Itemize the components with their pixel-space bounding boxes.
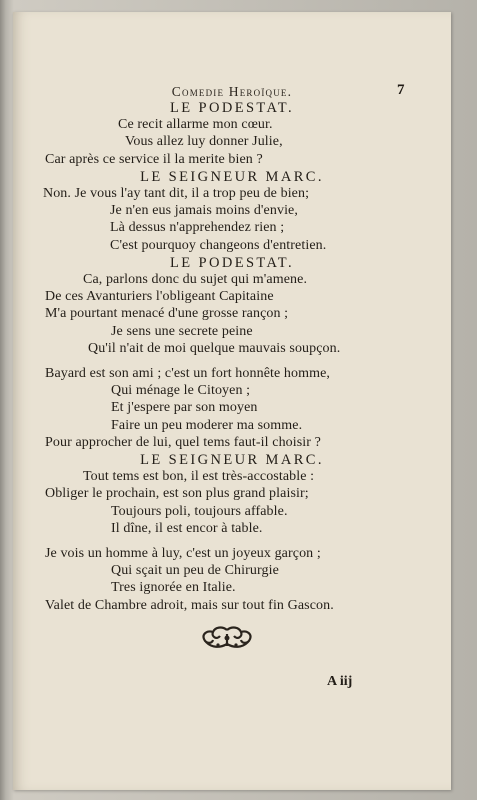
speaker-name: LE PODESTAT.: [169, 254, 295, 271]
verse-line: Car après ce service il la merite bien ?: [45, 151, 263, 167]
verse-line: Vous allez luy donner Julie,: [125, 134, 283, 150]
verse-line: Bayard est son ami ; c'est un fort honnête homme,: [45, 366, 331, 381]
verse-line: Qu'il n'ait de moi quelque mauvais soupçon.: [88, 340, 341, 356]
verse-line: M'a pourtant menacé d'une grosse rançon ;: [45, 306, 289, 322]
verse-line: Là dessus n'apprehendez rien ;: [110, 220, 285, 236]
book-page: [13, 12, 451, 790]
printer-ornament: [198, 624, 256, 652]
verse-line: Qui sçait un peu de Chirurgie: [111, 563, 279, 579]
verse-line: Faire un peu moderer ma somme.: [111, 417, 303, 433]
verse-line: De ces Avanturiers l'obligeant Capitaine: [45, 289, 274, 305]
verse-line: Et j'espere par son moyen: [111, 400, 258, 416]
verse-line: Je sens une secrete peine: [111, 323, 253, 339]
verse-line: Ce recit allarme mon cœur.: [118, 117, 273, 133]
verse-line: Valet de Chambre adroit, mais sur tout fin Gascon.: [45, 597, 334, 613]
verse-line: Il dîne, il est encor à table.: [111, 520, 263, 536]
verse-line: Tres ignorée en Italie.: [111, 580, 236, 596]
verse-line: Ca, parlons donc du sujet qui m'amene.: [83, 272, 308, 287]
verse-line: Je n'en eus jamais moins d'envie,: [110, 203, 298, 219]
signature-mark: A iij: [327, 674, 353, 689]
speaker-name: LE SEIGNEUR MARC.: [140, 452, 324, 468]
verse-line: Non. Je vous l'ay tant dit, il a trop peu de bien;: [43, 186, 310, 201]
verse-line: Qui ménage le Citoyen ;: [111, 383, 251, 399]
verse-line: Pour approcher de lui, quel tems faut-il choisir ?: [45, 434, 321, 450]
page-number: 7: [397, 82, 405, 98]
verse-line: Je vois un homme à luy, c'est un joyeux garçon ;: [45, 546, 321, 561]
verse-line: C'est pourquoy changeons d'entretien.: [110, 237, 327, 253]
verse-line: Tout tems est bon, il est très-accostable :: [83, 469, 315, 485]
verse-line: Obliger le prochain, est son plus grand plaisir;: [45, 486, 309, 502]
running-head: Comedie Heroïque.: [171, 84, 293, 99]
verse-line: Toujours poli, toujours affable.: [111, 503, 288, 519]
speaker-name: LE PODESTAT.: [169, 100, 295, 116]
speaker-name: LE SEIGNEUR MARC.: [140, 168, 324, 185]
